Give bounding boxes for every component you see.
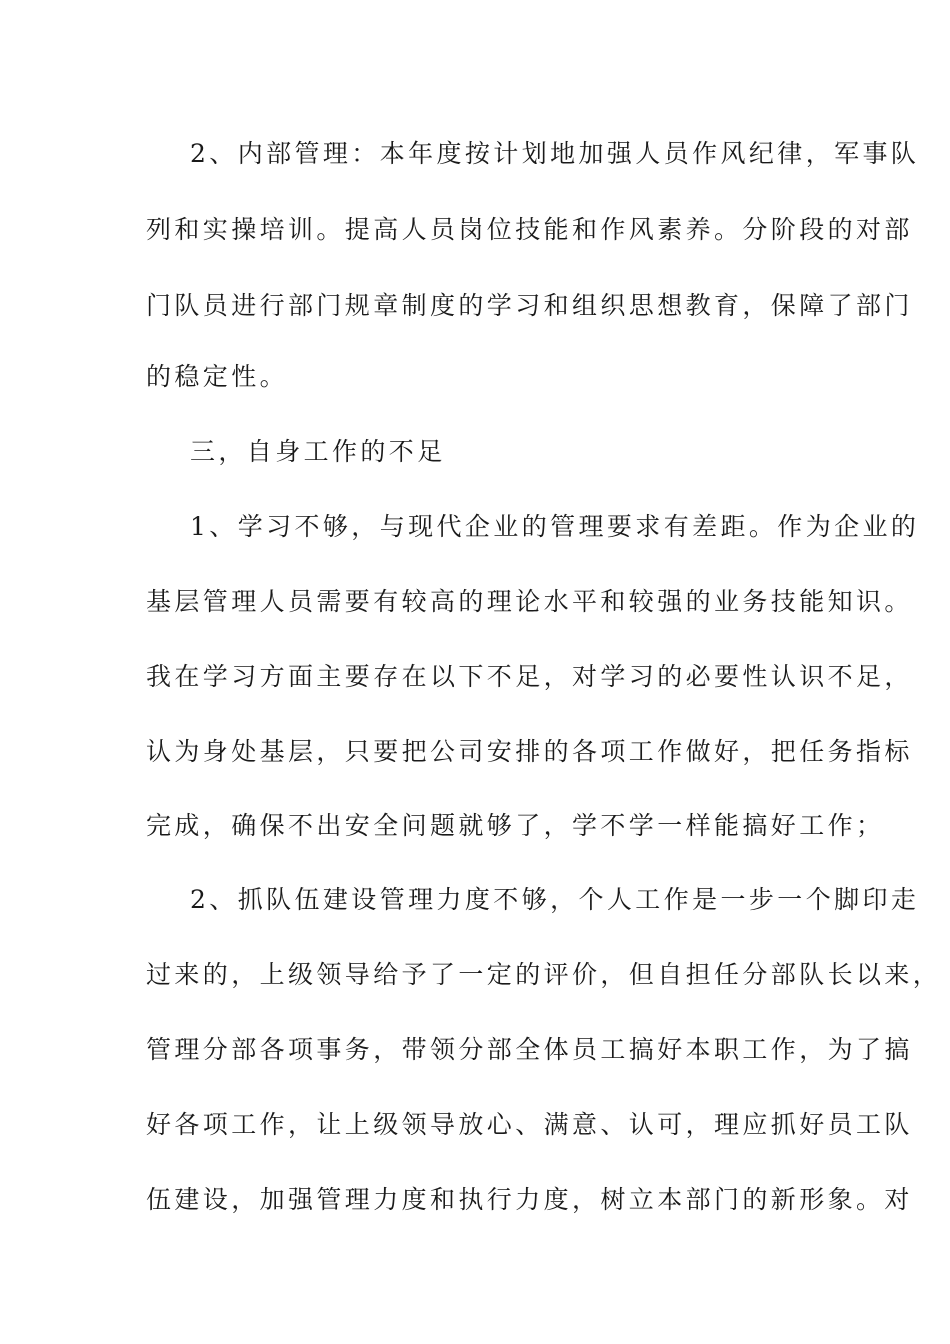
paragraph-line: 好各项工作，让上级领导放心、满意、认可，理应抓好员工队 (146, 1110, 913, 1139)
paragraph-line: 列和实操培训。提高人员岗位技能和作风素养。分阶段的对部 (146, 215, 913, 244)
paragraph-line: 2、抓队伍建设管理力度不够，个人工作是一步一个脚印走 (190, 885, 920, 914)
paragraph-line: 管理分部各项事务，带领分部全体员工搞好本职工作，为了搞 (146, 1035, 913, 1064)
paragraph-line: 1、学习不够，与现代企业的管理要求有差距。作为企业的 (190, 512, 920, 541)
paragraph-line: 认为身处基层，只要把公司安排的各项工作做好，把任务指标 (146, 737, 913, 766)
paragraph-line: 伍建设，加强管理力度和执行力度，树立本部门的新形象。对 (146, 1185, 913, 1214)
paragraph-line: 的稳定性。 (146, 362, 289, 391)
paragraph-line: 门队员进行部门规章制度的学习和组织思想教育，保障了部门 (146, 291, 913, 320)
paragraph-line: 基层管理人员需要有较高的理论水平和较强的业务技能知识。 (146, 587, 913, 616)
paragraph-line: 完成，确保不出安全问题就够了，学不学一样能搞好工作； (146, 811, 885, 840)
section-heading: 三，自身工作的不足 (190, 437, 446, 466)
paragraph-line: 我在学习方面主要存在以下不足，对学习的必要性认识不足， (146, 662, 913, 691)
paragraph-line: 过来的，上级领导给予了一定的评价，但自担任分部队长以来， (146, 960, 942, 989)
paragraph-line: 2、内部管理：本年度按计划地加强人员作风纪律，军事队 (190, 139, 920, 168)
